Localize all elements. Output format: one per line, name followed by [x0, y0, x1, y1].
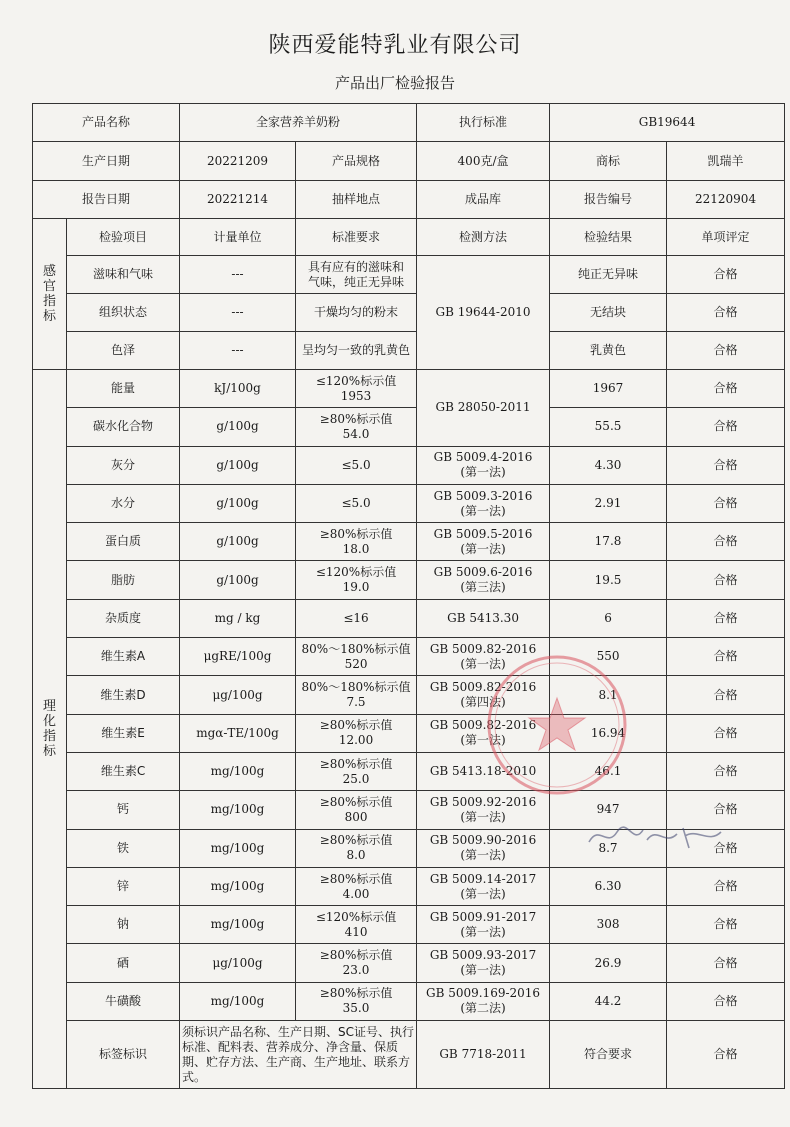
method-cell-line: GB 5009.169-2016	[425, 986, 541, 1001]
unit-cell: μg/100g	[180, 676, 296, 714]
requirement-cell	[296, 791, 417, 829]
unit-cell: μgRE/100g	[180, 638, 296, 676]
item-cell: 碳水化合物	[67, 408, 180, 446]
method-cell-line: (第一法)	[460, 733, 506, 748]
item-cell: 蛋白质	[67, 523, 180, 561]
requirement-cell-line: ≥80%标示值	[319, 718, 393, 733]
physico-row	[33, 906, 785, 944]
method-cell	[417, 906, 550, 944]
requirement-cell	[296, 944, 417, 982]
requirement-cell-line: 80%～180%标示值	[301, 680, 411, 695]
method-cell-line: GB 5009.90-2016	[429, 833, 537, 848]
method-cell-line: GB 5009.92-2016	[429, 794, 537, 809]
item-cell: 能量	[67, 370, 180, 408]
physico-row	[33, 484, 785, 522]
method-cell	[417, 867, 550, 905]
unit-cell: mg/100g	[180, 829, 296, 867]
requirement-cell-line: 410	[344, 924, 368, 939]
col-unit: 计量单位	[180, 219, 296, 256]
item-cell: 维生素E	[67, 714, 180, 752]
requirement-cell-line: 18.0	[342, 541, 370, 556]
result-cell: 乳黄色	[550, 332, 667, 370]
item-cell: 杂质度	[67, 599, 180, 637]
physico-row	[33, 561, 785, 599]
physico-row	[33, 408, 785, 446]
method-cell	[417, 523, 550, 561]
unit-cell: ---	[180, 256, 296, 294]
requirement-cell	[296, 446, 417, 484]
requirement-cell-line: 12.00	[338, 733, 374, 748]
method-cell-line: (第一法)	[460, 924, 506, 939]
physico-row	[33, 446, 785, 484]
requirement-cell	[296, 561, 417, 599]
verdict-cell: 合格	[667, 256, 785, 294]
requirement-cell	[296, 676, 417, 714]
method-cell-line: GB 5009.82-2016	[429, 641, 537, 656]
physico-row	[33, 867, 785, 905]
group-char: 官	[42, 279, 56, 294]
result-cell: 纯正无异味	[550, 256, 667, 294]
item-cell: 维生素D	[67, 676, 180, 714]
item-cell: 维生素C	[67, 752, 180, 790]
requirement-cell	[296, 752, 417, 790]
item-cell: 脂肪	[67, 561, 180, 599]
physico-row	[33, 599, 785, 637]
verdict-cell: 合格	[667, 906, 785, 944]
col-verdict: 单项评定	[667, 219, 785, 256]
requirement-cell-line: 4.00	[342, 886, 370, 901]
verdict-cell: 合格	[667, 714, 785, 752]
requirement-cell-line: 35.0	[342, 1001, 370, 1016]
requirement-cell-line: ≥80%标示值	[319, 986, 393, 1001]
verdict-cell: 合格	[667, 791, 785, 829]
column-header-row	[33, 219, 785, 256]
method-cell	[417, 791, 550, 829]
requirement-cell	[296, 256, 417, 294]
requirement-cell-line: ≥80%标示值	[319, 411, 393, 426]
result-cell: 947	[550, 791, 667, 829]
method-cell-line: GB 5413.18-2010	[429, 764, 537, 779]
item-cell: 钠	[67, 906, 180, 944]
group-char: 标	[42, 309, 56, 324]
method-cell	[417, 561, 550, 599]
method-cell-line: GB 5009.4-2016	[433, 450, 533, 465]
method-cell-line: GB 5009.14-2017	[429, 871, 537, 886]
group-char: 指	[42, 294, 56, 309]
result-cell: 4.30	[550, 446, 667, 484]
method-cell-line: GB 5009.82-2016	[429, 680, 537, 695]
method-cell-line: (第四法)	[460, 695, 506, 710]
verdict-cell: 合格	[667, 370, 785, 408]
item-cell: 锌	[67, 867, 180, 905]
result-cell: 26.9	[550, 944, 667, 982]
verdict-cell: 合格	[667, 523, 785, 561]
result-cell: 8.1	[550, 676, 667, 714]
result-cell: 6	[550, 599, 667, 637]
requirement-cell-line: ≥80%标示值	[319, 948, 393, 963]
result-cell: 308	[550, 906, 667, 944]
item-cell: 铁	[67, 829, 180, 867]
spec-value: 400克/盒	[417, 142, 550, 181]
unit-cell: ---	[180, 294, 296, 332]
requirement-cell-line: 54.0	[342, 426, 370, 441]
physico-row	[33, 944, 785, 982]
method-cell	[417, 714, 550, 752]
requirement-cell	[296, 370, 417, 408]
info-row-1	[33, 104, 785, 142]
method-cell-line: (第一法)	[460, 503, 506, 518]
item-cell: 灰分	[67, 446, 180, 484]
item-cell: 水分	[67, 484, 180, 522]
method-cell-line: GB 5009.91-2017	[429, 909, 537, 924]
requirement-cell-line: ≥80%标示值	[319, 794, 393, 809]
physico-row	[33, 791, 785, 829]
unit-cell: mg/100g	[180, 867, 296, 905]
method-cell-line: GB 5009.82-2016	[429, 718, 537, 733]
info-row-2	[33, 142, 785, 181]
physico-row	[33, 638, 785, 676]
requirement-cell-line: 520	[344, 656, 368, 671]
result-cell: 符合要求	[550, 1021, 667, 1089]
unit-cell: g/100g	[180, 484, 296, 522]
verdict-cell: 合格	[667, 982, 785, 1020]
unit-cell: mg/100g	[180, 752, 296, 790]
unit-cell: g/100g	[180, 561, 296, 599]
method-cell-line: GB 5009.93-2017	[429, 948, 537, 963]
item-cell: 组织状态	[67, 294, 180, 332]
requirement-cell	[296, 484, 417, 522]
method-cell-line: (第一法)	[460, 963, 506, 978]
col-method: 检测方法	[417, 219, 550, 256]
result-cell: 16.94	[550, 714, 667, 752]
verdict-cell: 合格	[667, 484, 785, 522]
group-char: 指	[42, 729, 56, 745]
report-date-label: 报告日期	[33, 181, 180, 219]
brand-value: 凯瑞羊	[667, 142, 785, 181]
requirement-cell-line: ≤5.0	[341, 496, 371, 511]
report-no-value: 22120904	[667, 181, 785, 219]
method-cell	[417, 484, 550, 522]
unit-cell: mgα-TE/100g	[180, 714, 296, 752]
requirement-cell	[296, 867, 417, 905]
method-cell-line: (第一法)	[460, 886, 506, 901]
requirement-cell-line: 干燥均匀的粉末	[314, 305, 399, 319]
requirement-cell-line: 800	[344, 809, 368, 824]
physico-row	[33, 523, 785, 561]
result-cell: 2.91	[550, 484, 667, 522]
item-cell: 标签标识	[67, 1021, 180, 1089]
unit-cell: μg/100g	[180, 944, 296, 982]
method-cell	[417, 638, 550, 676]
inspection-table	[32, 103, 785, 1089]
method-cell: GB 19644-2010	[417, 256, 550, 370]
sensory-row	[33, 294, 785, 332]
requirement-cell	[296, 638, 417, 676]
unit-cell: g/100g	[180, 408, 296, 446]
physico-row	[33, 982, 785, 1020]
item-cell: 钙	[67, 791, 180, 829]
col-requirement: 标准要求	[296, 219, 417, 256]
requirement-cell-line: ≤120%标示值	[315, 565, 397, 580]
method-cell	[417, 829, 550, 867]
production-date-value: 20221209	[180, 142, 296, 181]
result-cell: 1967	[550, 370, 667, 408]
method-cell	[417, 446, 550, 484]
method-cell: GB 7718-2011	[417, 1021, 550, 1089]
standard-value: GB19644	[550, 104, 785, 142]
requirement-cell-line: 8.0	[346, 848, 366, 863]
requirement-cell-line: 23.0	[342, 963, 370, 978]
report-title: 产品出厂检验报告	[334, 74, 455, 92]
unit-cell: mg/100g	[180, 982, 296, 1020]
requirement-cell	[296, 982, 417, 1020]
requirement-cell-line: 呈均匀一致的乳黄色	[302, 343, 411, 357]
item-cell: 牛磺酸	[67, 982, 180, 1020]
result-cell: 17.8	[550, 523, 667, 561]
method-cell	[417, 599, 550, 637]
requirement-cell-line: 具有应有的滋味和	[308, 259, 405, 274]
unit-cell: kJ/100g	[180, 370, 296, 408]
result-cell: 55.5	[550, 408, 667, 446]
group-char: 化	[42, 714, 56, 730]
result-cell: 19.5	[550, 561, 667, 599]
unit-cell: ---	[180, 332, 296, 370]
method-cell: GB 28050-2011	[417, 370, 550, 447]
requirement-cell	[296, 332, 417, 370]
requirement-cell-line: 气味，纯正无异味	[308, 274, 405, 289]
physico-row	[33, 714, 785, 752]
requirement-cell-line: ≤16	[343, 610, 369, 625]
method-cell	[417, 944, 550, 982]
method-cell-line: (第二法)	[460, 1001, 506, 1016]
requirement-cell-line: ≤120%标示值	[315, 373, 397, 388]
product-name-label: 产品名称	[33, 104, 180, 142]
verdict-cell: 合格	[667, 561, 785, 599]
sensory-group-label	[33, 219, 67, 370]
company-name: 陕西爱能特乳业有限公司	[268, 33, 522, 58]
requirement-cell	[296, 294, 417, 332]
verdict-cell: 合格	[667, 446, 785, 484]
requirement-cell-line: ≤120%标示值	[315, 909, 397, 924]
method-cell	[417, 676, 550, 714]
requirement-cell	[296, 523, 417, 561]
group-char: 理	[42, 699, 56, 715]
method-cell-line: (第一法)	[460, 465, 506, 480]
verdict-cell: 合格	[667, 752, 785, 790]
requirement-cell	[296, 906, 417, 944]
requirement-cell-line: 25.0	[342, 771, 370, 786]
unit-cell: g/100g	[180, 446, 296, 484]
method-cell-line: GB 5009.6-2016	[433, 565, 533, 580]
sample-place-value: 成品库	[417, 181, 550, 219]
verdict-cell: 合格	[667, 638, 785, 676]
result-cell: 550	[550, 638, 667, 676]
product-name-value: 全家营养羊奶粉	[180, 104, 417, 142]
physico-row	[33, 829, 785, 867]
verdict-cell: 合格	[667, 829, 785, 867]
unit-cell: mg/100g	[180, 906, 296, 944]
verdict-cell: 合格	[667, 408, 785, 446]
requirement-cell-line: ≤5.0	[341, 457, 371, 472]
requirement-cell	[296, 408, 417, 446]
spec-label: 产品规格	[296, 142, 417, 181]
group-char: 标	[42, 744, 56, 760]
brand-label: 商标	[550, 142, 667, 181]
requirement-cell-line: ≥80%标示值	[319, 871, 393, 886]
verdict-cell: 合格	[667, 676, 785, 714]
verdict-cell: 合格	[667, 332, 785, 370]
verdict-cell: 合格	[667, 944, 785, 982]
result-cell: 44.2	[550, 982, 667, 1020]
physico-row	[33, 676, 785, 714]
item-cell: 色泽	[67, 332, 180, 370]
requirement-cell-line: 19.0	[342, 580, 370, 595]
method-cell	[417, 752, 550, 790]
method-cell	[417, 982, 550, 1020]
method-cell-line: (第一法)	[460, 541, 506, 556]
sample-place-label: 抽样地点	[296, 181, 417, 219]
method-cell-line: (第一法)	[460, 848, 506, 863]
sensory-row	[33, 332, 785, 370]
item-cell: 硒	[67, 944, 180, 982]
col-result: 检验结果	[550, 219, 667, 256]
requirement-cell-line: 1953	[340, 388, 372, 403]
item-cell: 滋味和气味	[67, 256, 180, 294]
verdict-cell: 合格	[667, 294, 785, 332]
requirement-cell-line: ≥80%标示值	[319, 526, 393, 541]
physico-row	[33, 752, 785, 790]
requirement-cell-line: ≥80%标示值	[319, 833, 393, 848]
requirement-cell	[296, 829, 417, 867]
method-cell-line: GB 5009.3-2016	[433, 488, 533, 503]
report-no-label: 报告编号	[550, 181, 667, 219]
result-cell: 8.7	[550, 829, 667, 867]
sensory-row	[33, 256, 785, 294]
requirement-cell-line: 80%～180%标示值	[301, 641, 411, 656]
method-cell-line: GB 5009.5-2016	[433, 526, 533, 541]
requirement-cell	[296, 714, 417, 752]
requirement-cell-line: 7.5	[346, 695, 366, 710]
report-date-value: 20221214	[180, 181, 296, 219]
group-char: 感	[42, 264, 56, 279]
method-cell-line: (第三法)	[460, 580, 506, 595]
physico-group-label	[33, 370, 67, 1089]
result-cell: 6.30	[550, 867, 667, 905]
method-cell-line: (第一法)	[460, 809, 506, 824]
method-cell-line: (第一法)	[460, 656, 506, 671]
info-row-3	[33, 181, 785, 219]
requirement-cell: 须标识产品名称、生产日期、SC证号、执行标准、配料表、营养成分、净含量、保质期、贮存方法、生产商、生产地址、联系方式。	[180, 1021, 417, 1089]
production-date-label: 生产日期	[33, 142, 180, 181]
physico-row	[33, 370, 785, 408]
col-item: 检验项目	[67, 219, 180, 256]
standard-label: 执行标准	[417, 104, 550, 142]
result-cell: 46.1	[550, 752, 667, 790]
method-cell-line: GB 5413.30	[447, 610, 519, 625]
unit-cell: g/100g	[180, 523, 296, 561]
requirement-cell	[296, 599, 417, 637]
verdict-cell: 合格	[667, 599, 785, 637]
unit-cell: mg/100g	[180, 791, 296, 829]
item-cell: 维生素A	[67, 638, 180, 676]
result-cell: 无结块	[550, 294, 667, 332]
unit-cell: mg / kg	[180, 599, 296, 637]
verdict-cell: 合格	[667, 867, 785, 905]
requirement-cell-line: ≥80%标示值	[319, 756, 393, 771]
label-row	[33, 1021, 785, 1089]
verdict-cell: 合格	[667, 1021, 785, 1089]
